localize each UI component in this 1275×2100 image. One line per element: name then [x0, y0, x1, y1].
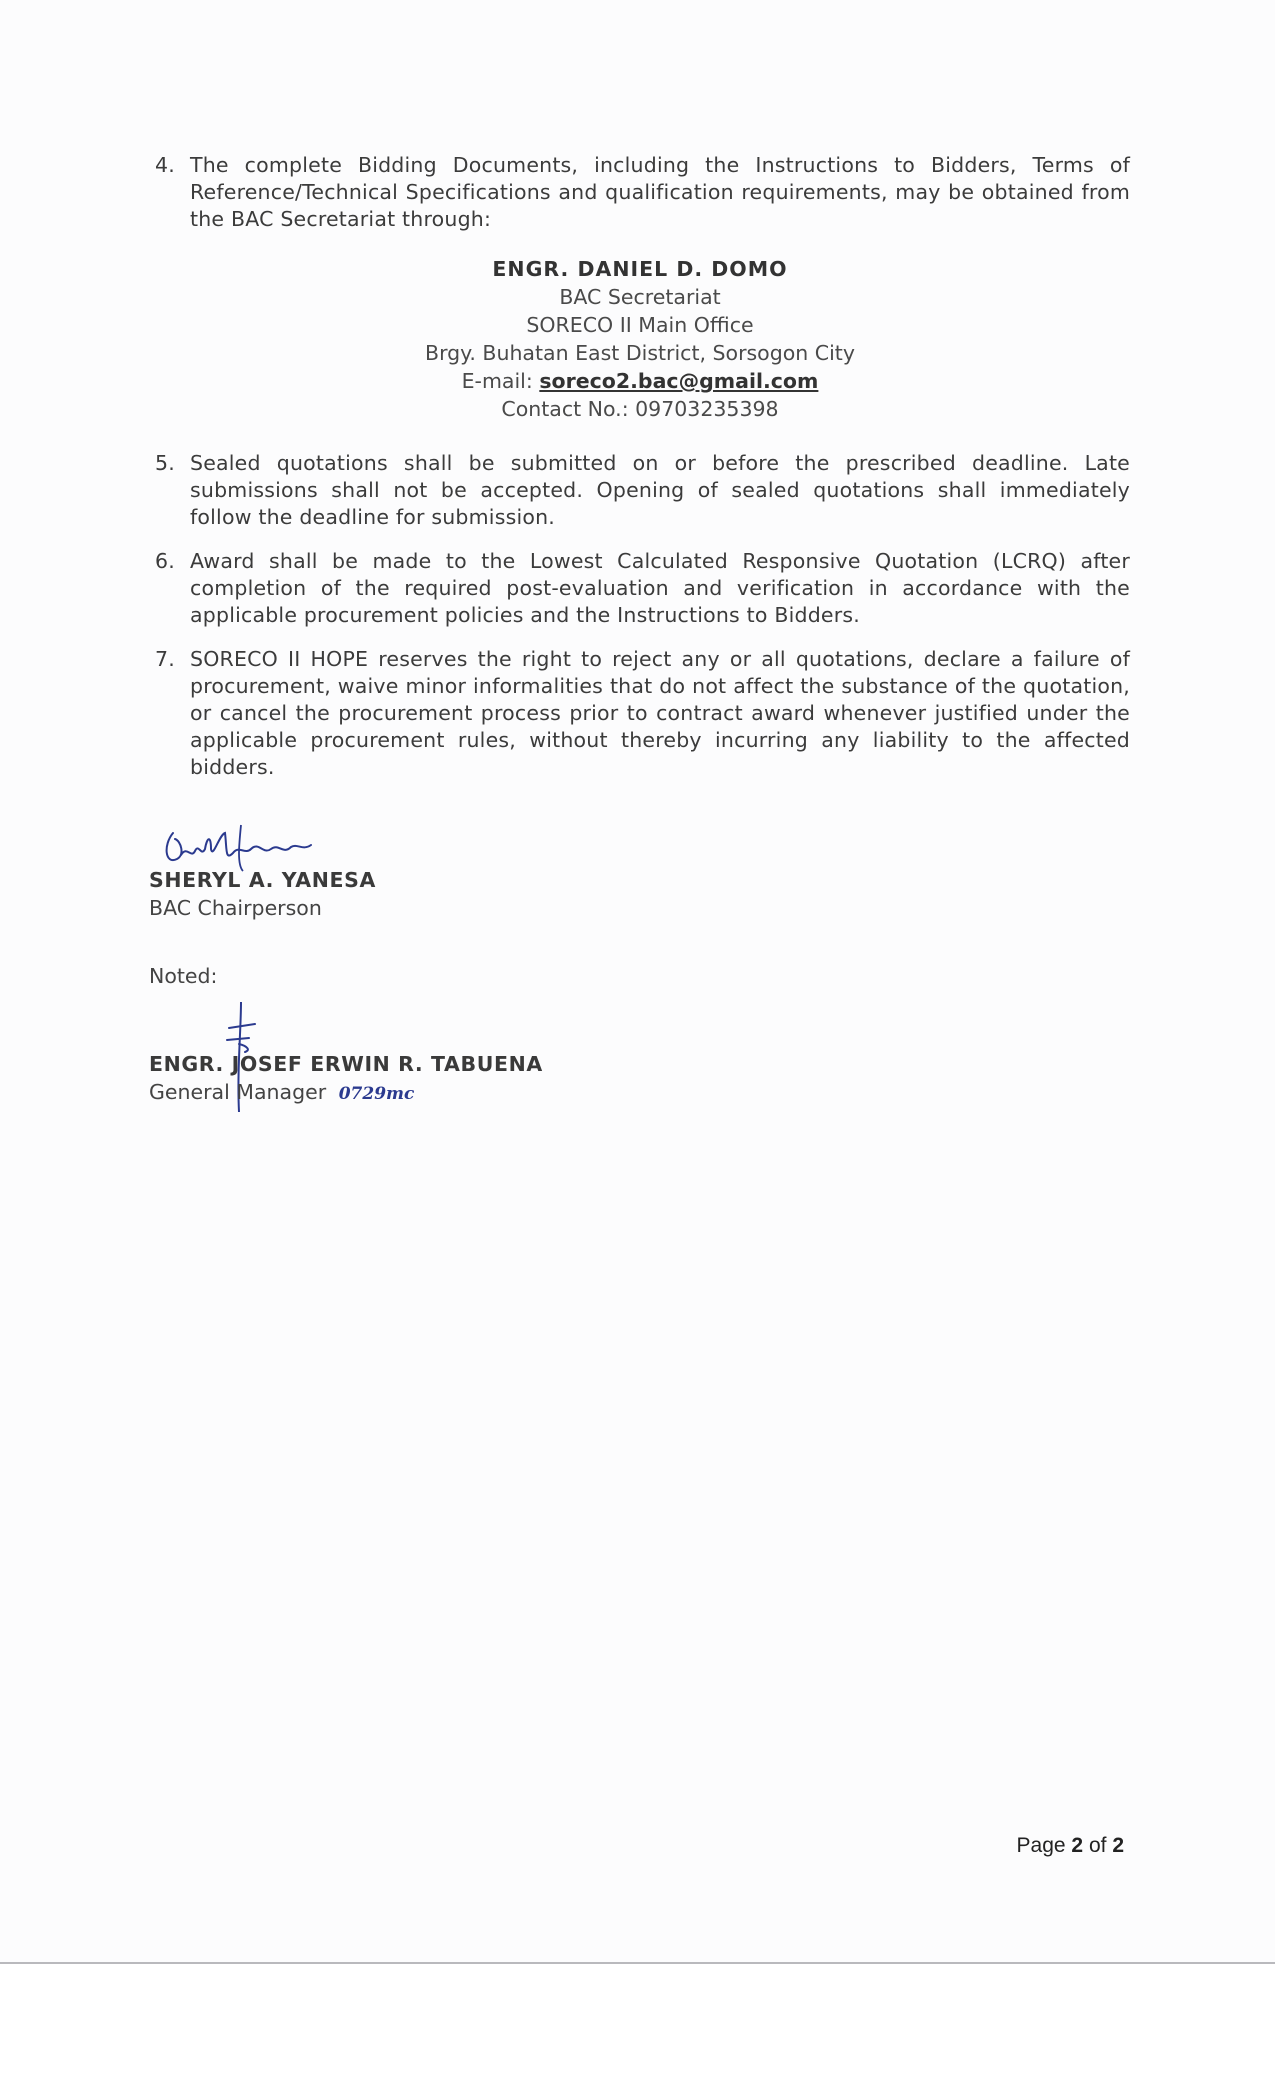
list-item-5	[155, 450, 1130, 531]
page-number	[1017, 1834, 1124, 1858]
item-number: 4.	[155, 153, 175, 177]
noted-label: Noted:	[149, 964, 218, 988]
list-item-6	[155, 548, 1130, 629]
page-edge-divider	[0, 1962, 1275, 1964]
current-page: 2	[1071, 1834, 1084, 1857]
item-text: Award shall be made to the Lowest Calculated Responsive Quotation (LCRQ) after completion of the required post-evaluation and verification in accordance with the applicable procurement policies and the Instructions to Bidders.	[190, 549, 1130, 627]
manager-title-line	[149, 1078, 543, 1108]
page-word: Page	[1016, 1834, 1066, 1857]
contact-name: ENGR. DANIEL D. DOMO	[492, 257, 788, 281]
manager-block	[149, 1050, 543, 1108]
item-text: The complete Bidding Documents, including the Instructions to Bidders, Terms of Reference/Technical Specifications and qualification requirements, may be obtained from the BAC Secretariat through:	[190, 153, 1130, 231]
contact-position: BAC Secretariat	[559, 285, 721, 309]
contact-address: Brgy. Buhatan East District, Sorsogon City	[425, 341, 855, 365]
handwritten-note: 0729mc	[338, 1084, 415, 1104]
total-pages: 2	[1112, 1834, 1124, 1857]
chairperson-title: BAC Chairperson	[149, 896, 322, 920]
of-word: of	[1088, 1834, 1107, 1857]
email-link[interactable]: soreco2.bac@gmail.com	[539, 369, 819, 393]
item-text: SORECO II HOPE reserves the right to reject any or all quotations, declare a failure of procurement, waive minor informalities that do not affect the substance of the quotation, or cancel the procurement process prior to contract award whenever justified under the applicable procurement rules, without thereby incurring any liability to the affected bidders.	[190, 647, 1130, 779]
contact-block	[380, 255, 900, 423]
item-text: Sealed quotations shall be submitted on or before the prescribed deadline. Late submissions shall not be accepted. Opening of sealed quotations shall immediately follow the deadline for submission.	[190, 451, 1130, 529]
item-number: 7.	[155, 647, 175, 671]
list-item-7	[155, 646, 1130, 781]
contact-email-line	[380, 367, 900, 395]
manager-title: General Manager	[149, 1080, 327, 1104]
item-number: 6.	[155, 549, 175, 573]
chairperson-name: SHERYL A. YANESA	[149, 868, 376, 892]
manager-name: ENGR. JOSEF ERWIN R. TABUENA	[149, 1052, 543, 1076]
contact-phone: Contact No.: 09703235398	[501, 397, 779, 421]
email-label: E-mail:	[461, 369, 533, 393]
list-item-4	[155, 152, 1130, 233]
item-number: 5.	[155, 451, 175, 475]
contact-office: SORECO II Main Office	[526, 313, 754, 337]
chairperson-block	[149, 866, 376, 922]
